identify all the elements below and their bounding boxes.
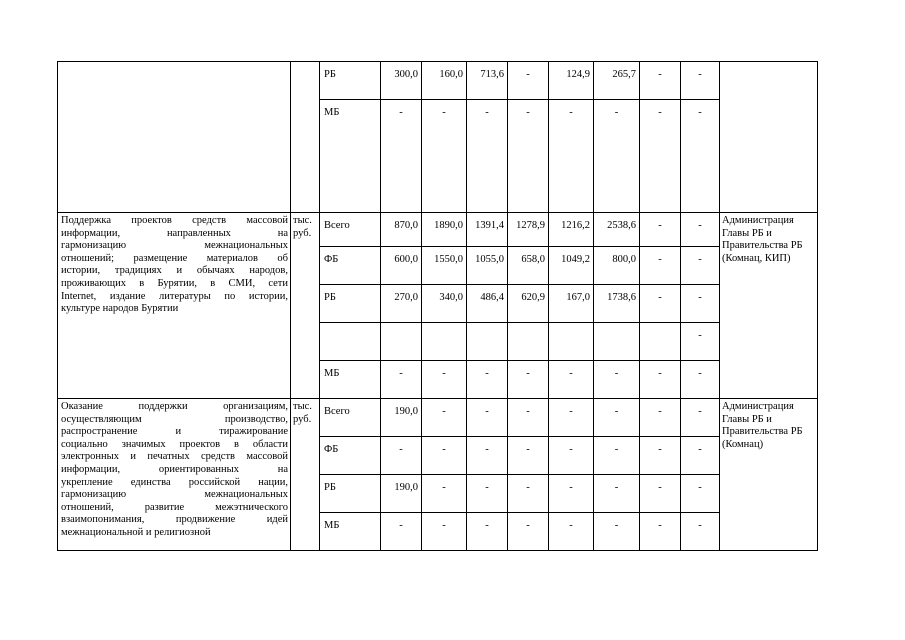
value-cell: -	[508, 100, 549, 213]
text-line: Главы РБ и	[722, 413, 772, 425]
text-line: истории, традициях и обычаях народов,	[61, 265, 288, 277]
value-cell: 124,9	[549, 62, 594, 100]
description-cell-empty	[58, 62, 291, 213]
funding-source-cell: Всего	[320, 213, 381, 247]
executor-cell-empty	[720, 62, 818, 213]
value-cell: 870,0	[381, 213, 422, 247]
text-line: укрепление единства российской нации,	[61, 476, 288, 488]
value-cell: -	[640, 213, 681, 247]
text-line: межнациональной и религиозной	[61, 526, 211, 538]
value-cell: -	[422, 399, 467, 437]
unit-cell-empty	[291, 62, 320, 213]
text-line: гармонизацию межнациональных	[61, 240, 288, 252]
value-cell: 486,4	[467, 285, 508, 323]
value-cell: -	[681, 437, 720, 475]
value-cell: 340,0	[422, 285, 467, 323]
funding-source-cell: ФБ	[320, 437, 381, 475]
text-line: Администрация	[722, 215, 794, 226]
table-row	[58, 213, 818, 247]
text-line: взаимопонимания, продвижение идей	[61, 514, 288, 526]
funding-source-cell: МБ	[320, 361, 381, 399]
value-cell: -	[594, 361, 640, 399]
text-line: социально значимых проектов в области	[61, 438, 288, 450]
text-line: (Комнац)	[722, 438, 764, 450]
value-cell: -	[681, 62, 720, 100]
value-cell: -	[467, 399, 508, 437]
text-line: Главы РБ и	[722, 227, 772, 239]
value-cell: 620,9	[508, 285, 549, 323]
value-cell: -	[422, 361, 467, 399]
value-cell: 265,7	[594, 62, 640, 100]
value-cell: -	[640, 247, 681, 285]
value-cell	[422, 323, 467, 361]
value-cell: 600,0	[381, 247, 422, 285]
value-cell: 1738,6	[594, 285, 640, 323]
text-line: руб.	[293, 413, 312, 425]
value-cell: -	[467, 437, 508, 475]
value-cell	[640, 323, 681, 361]
value-cell: 190,0	[381, 399, 422, 437]
table-row	[58, 62, 818, 100]
value-cell: 1055,0	[467, 247, 508, 285]
text-line: информации, ориентированных на	[61, 463, 288, 475]
value-cell: 190,0	[381, 475, 422, 513]
text-line: Internet, издание литературы по истории,	[61, 290, 288, 302]
value-cell: -	[594, 475, 640, 513]
value-cell: 1216,2	[549, 213, 594, 247]
value-cell: -	[422, 437, 467, 475]
value-cell: -	[422, 475, 467, 513]
value-cell: -	[640, 100, 681, 213]
value-cell: 270,0	[381, 285, 422, 323]
value-cell: -	[640, 62, 681, 100]
value-cell: -	[467, 100, 508, 213]
value-cell: -	[594, 399, 640, 437]
value-cell: -	[640, 361, 681, 399]
value-cell: -	[640, 475, 681, 513]
value-cell: -	[508, 62, 549, 100]
value-cell: 713,6	[467, 62, 508, 100]
value-cell: -	[508, 475, 549, 513]
value-cell: -	[594, 437, 640, 475]
value-cell: -	[381, 100, 422, 213]
table-row	[58, 399, 818, 437]
text-line: Оказание поддержки организациям,	[61, 401, 288, 412]
value-cell: -	[681, 323, 720, 361]
value-cell: -	[422, 513, 467, 551]
text-line: культуре народов Бурятии	[61, 303, 179, 315]
value-cell: -	[381, 437, 422, 475]
funding-source-cell	[320, 323, 381, 361]
value-cell: -	[640, 437, 681, 475]
value-cell	[467, 323, 508, 361]
unit-cell	[291, 399, 320, 551]
value-cell: -	[640, 513, 681, 551]
value-cell: -	[467, 361, 508, 399]
value-cell	[508, 323, 549, 361]
value-cell: -	[549, 437, 594, 475]
value-cell: 658,0	[508, 247, 549, 285]
value-cell: 167,0	[549, 285, 594, 323]
value-cell: -	[381, 513, 422, 551]
text-line: тыс.	[293, 215, 312, 226]
text-line: осуществляющим производство,	[61, 413, 288, 425]
value-cell: -	[681, 399, 720, 437]
value-cell: -	[681, 361, 720, 399]
value-cell: -	[508, 361, 549, 399]
text-line: тыс.	[293, 401, 312, 412]
executor-cell	[720, 213, 818, 399]
text-line: распространение и тиражирование	[61, 426, 288, 438]
funding-source-cell: МБ	[320, 513, 381, 551]
text-line: гармонизацию межнациональных	[61, 489, 288, 501]
value-cell: -	[681, 285, 720, 323]
value-cell: 1278,9	[508, 213, 549, 247]
value-cell: -	[422, 100, 467, 213]
value-cell: -	[681, 213, 720, 247]
funding-source-cell: ФБ	[320, 247, 381, 285]
value-cell: -	[594, 100, 640, 213]
value-cell: 800,0	[594, 247, 640, 285]
value-cell: 1049,2	[549, 247, 594, 285]
value-cell: -	[549, 399, 594, 437]
value-cell: -	[681, 513, 720, 551]
value-cell: -	[681, 100, 720, 213]
funding-table	[57, 61, 818, 551]
measure-description-media	[58, 213, 291, 399]
value-cell: 300,0	[381, 62, 422, 100]
value-cell: 1550,0	[422, 247, 467, 285]
value-cell	[381, 323, 422, 361]
unit-cell	[291, 213, 320, 399]
funding-source-cell: Всего	[320, 399, 381, 437]
value-cell: -	[549, 100, 594, 213]
funding-source-cell: РБ	[320, 285, 381, 323]
value-cell: -	[381, 361, 422, 399]
text-line: отношений, развитие межэтнического	[61, 501, 288, 513]
value-cell: -	[467, 475, 508, 513]
value-cell: -	[549, 361, 594, 399]
text-line: Администрация	[722, 401, 794, 412]
text-line: (Комнац, КИП)	[722, 252, 791, 264]
value-cell: -	[508, 437, 549, 475]
text-line: информации, направленных на	[61, 227, 288, 239]
text-line: Правительства РБ	[722, 426, 803, 438]
value-cell: 1890,0	[422, 213, 467, 247]
value-cell: 2538,6	[594, 213, 640, 247]
value-cell	[549, 323, 594, 361]
text-line: проживающих в Бурятии, в СМИ, сети	[61, 277, 288, 289]
funding-source-cell: РБ	[320, 475, 381, 513]
text-line: электронных и печатных средств массовой	[61, 451, 288, 463]
executor-cell	[720, 399, 818, 551]
text-line: Поддержка проектов средств массовой	[61, 215, 288, 226]
value-cell: -	[681, 475, 720, 513]
value-cell: -	[508, 513, 549, 551]
measure-description-support	[58, 399, 291, 551]
funding-source-cell: РБ	[320, 62, 381, 100]
text-line: отношений; размещение материалов об	[61, 252, 288, 264]
value-cell	[594, 323, 640, 361]
value-cell: -	[467, 513, 508, 551]
value-cell: -	[549, 475, 594, 513]
value-cell: -	[594, 513, 640, 551]
value-cell: 160,0	[422, 62, 467, 100]
value-cell: -	[549, 513, 594, 551]
value-cell: 1391,4	[467, 213, 508, 247]
value-cell: -	[508, 399, 549, 437]
value-cell: -	[681, 247, 720, 285]
text-line: руб.	[293, 227, 312, 239]
funding-source-cell: МБ	[320, 100, 381, 213]
value-cell: -	[640, 399, 681, 437]
text-line: Правительства РБ	[722, 240, 803, 252]
value-cell: -	[640, 285, 681, 323]
